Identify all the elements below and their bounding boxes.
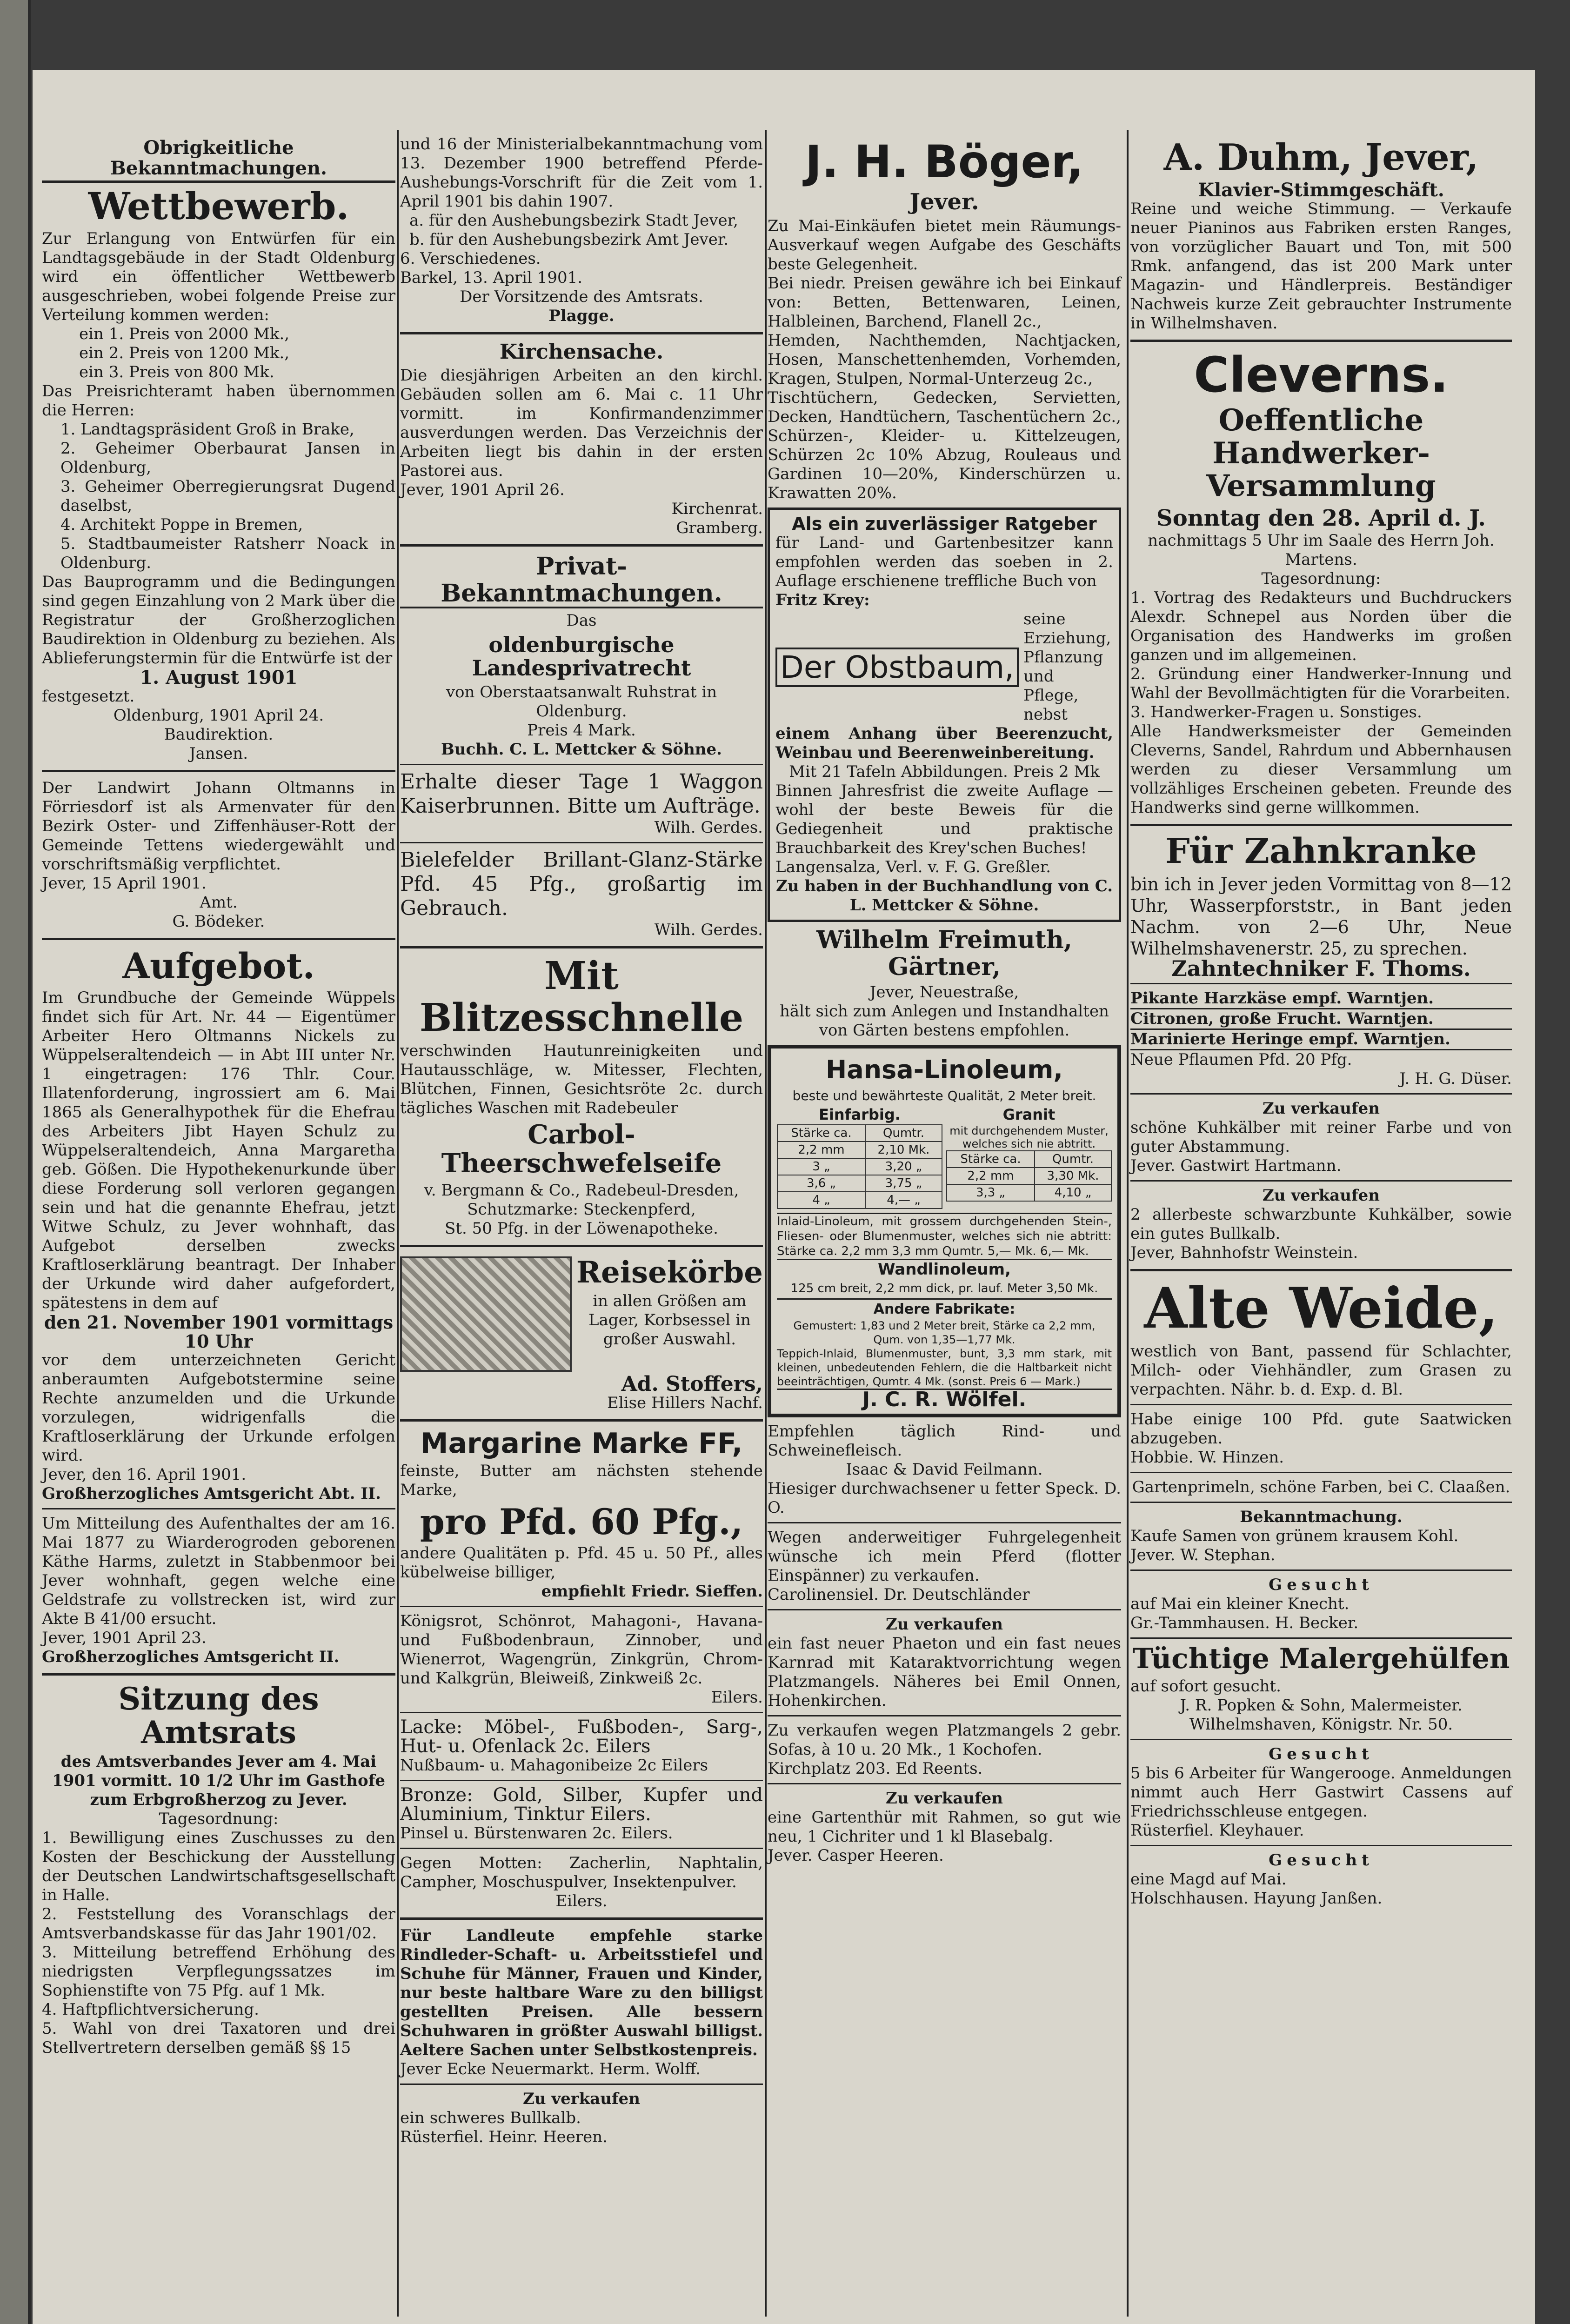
bronze-text: Bronze: Gold, Silber, Kupfer und Aluminium, Tinktur Eilers. [400,1784,763,1825]
hansa-andere: Andere Fabrikate: [777,1298,1112,1319]
margarine-price: pro Pfd. 60 Pfg., [420,1501,743,1543]
cont-sign: Plagge. [548,307,615,325]
maler-sign: J. R. Popken & Sohn, Malermeister. Wilhelmshaven, Königstr. Nr. 50. [1180,1696,1463,1734]
zahn-sign: Zahntechniker F. Thoms. [1171,955,1471,981]
saat-sign: Hobbie. W. Hinzen. [1130,1448,1284,1467]
column-2 [400,135,763,2147]
separator [400,1848,763,1849]
boeger-place: Jever. [909,188,979,215]
pferd-text: Wegen anderweitiger Fuhrgelegenheit wünsche ich mein Pferd (flotter Einspänner) zu verkaufen. [768,1528,1121,1585]
kirchen-place: Jever, 1901 April 26. [400,481,565,500]
armen-sign: G. Bödeker. [172,912,265,931]
ratgeber-title: Als ein zuverlässiger Ratgeber [792,514,1097,534]
section-header-private: Privat-Bekanntmachungen. [400,553,763,608]
table-cell: 2,2 mm [777,1142,865,1158]
pflaumen-text: Neue Pflaumen Pfd. 20 Pfg. [1130,1050,1352,1069]
separator [42,770,395,772]
bekannt-title: Bekanntmachung. [1240,1507,1403,1526]
agenda-item: 5. Wahl von drei Taxatoren und drei Stellvertretern derselben gemäß §§ 15 [42,2019,395,2057]
table-header: Stärke ca. [777,1125,865,1142]
landes-title: oldenburgische Landesprivatrecht [472,632,691,681]
ratgeber-text3: Binnen Jahresfrist die zweite Auflage — wohl der beste Beweis für die Gediegenheit und praktische Brauchbarkeit des Krey'schen Buches! [775,781,1113,858]
magd-sign: Holschhausen. Hayung Janßen. [1130,1889,1383,1908]
fleisch-sign: Isaac & David Feilmann. [846,1460,1043,1479]
table-cell: 2,10 Mk. [865,1142,942,1158]
boeger-text: Zu Mai-Einkäufen bietet mein Räumungs-Ausverkauf wegen Aufgabe des Geschäfts beste Gelegenheit. [768,217,1121,274]
separator [400,544,763,547]
hansa-einfarbig: Einfarbig. [819,1106,901,1124]
table-cell: 3,20 „ [865,1158,942,1175]
landes-price: Preis 4 Mark. [527,721,636,740]
separator [400,842,763,843]
bekannt-sign: Jever. W. Stephan. [1130,1545,1276,1564]
cont-6: 6. Verschiedenes. [400,249,541,268]
separator [768,1783,1121,1784]
wettbewerb-title: Wettbewerb. [88,184,349,228]
ratgeber-pub: Langensalza, Verl. v. F. G. Greßler. [775,858,1051,877]
reise-ad [400,1254,763,1375]
aufgebot-text2: vor dem unterzeichneten Gericht anberaumten Aufgebotstermine seine Rechte anzumelden und die Urkunde vorzulegen, widrigenfalls die Kraftloserklärung der Urkunde erfolgen wird. [42,1350,395,1465]
separator [400,1606,763,1607]
verkaufen2-sign: Kirchplatz 203. Ed Reents. [768,1759,983,1778]
verkaufen3-title: Zu verkaufen [886,1789,1003,1808]
reise-title: Reisekörbe [576,1255,763,1290]
hansa-title: Hansa-Linoleum, [826,1055,1063,1084]
weide-title: Alte Weide, [1144,1275,1498,1341]
boeger-text4: Tischtüchern, Gedecken, Servietten, Decken, Handtüchern, Taschentüchern 2c., Schürzen-, Kleider- u. Kittelzeugen, Schürzen 2c 10% Abzug, Rouleaus und Gardinen 10—20%, Kinderschürzen u. Krawatten 20%. [768,388,1121,503]
maler-title: Tüchtige Malergehülfen [1132,1642,1510,1675]
reise-sign: Ad. Stoffers, [621,1372,763,1396]
separator [400,2084,763,2085]
arbeiter-text: 5 bis 6 Arbeiter für Wangerooge. Anmeldungen nimmt auch Herr Gastwirt Cassens auf Friedrichsschleuse entgegen. [1130,1763,1512,1821]
aufenthalt-authority: Großherzogliches Amtsgericht II. [42,1647,340,1666]
starke-text: Bielefelder Brillant-Glanz-Stärke Pfd. 45 Pfg., großartig im Gebrauch. [400,848,763,920]
kirchen-authority: Kirchenrat. [671,500,763,519]
table-header: Stärke ca. [947,1151,1035,1168]
agenda-item: 4. Haftpflichtversicherung. [42,2000,259,2019]
hansa-wand: Wandlinoleum, [777,1259,1112,1279]
bullkalb-title: Zu verkaufen [523,2090,640,2109]
separator [400,332,763,334]
separator [400,1917,763,1920]
aufgebot-title: Aufgebot. [122,945,315,987]
duhm-title: A. Duhm, Jever, [1163,136,1479,179]
sitzung-title: Sitzung des Amtsrats [118,1680,319,1751]
bullkalb-sign: Rüsterfiel. Heinr. Heeren. [400,2128,608,2147]
wettbewerb-sign: Jansen. [189,744,248,763]
verkaufen2-text: Zu verkaufen wegen Platzmangels 2 gebr. Sofas, à 10 u. 20 Mk., 1 Kochofen. [768,1721,1121,1759]
verkaufen1-title: Zu verkaufen [886,1615,1003,1634]
fleisch-text: Empfehlen täglich Rind- und Schweinefleisch. [768,1422,1121,1460]
farben-sign: Eilers. [711,1688,763,1707]
separator [400,1245,763,1247]
separator [768,1609,1121,1610]
column-rule [1127,130,1129,2317]
kirchen-sign: Gramberg. [676,519,763,538]
agenda-item: 1. Bewilligung eines Zuschusses zu den Kosten der Beschickung der Ausstellung der Deutschen Landwirtschaftsgesellschaft in Halle. [42,1828,395,1904]
table-cell: 4,10 „ [1035,1184,1111,1201]
kirchen-title: Kirchensache. [499,340,664,364]
boeger-text2: Bei niedr. Preisen gewähre ich bei Einkauf von: Betten, Bettenwaren, Leinen, Halbleinen, Barchend, Flanell 2c., [768,274,1121,331]
column-rule [765,130,767,2317]
verkaufen3-text: eine Gartenthür mit Rahmen, so gut wie neu, 1 Cichriter und 1 kl Blasebalg. [768,1808,1121,1846]
column-1 [42,135,395,2057]
agenda-item: 3. Handwerker-Fragen u. Sonstiges. [1130,703,1422,722]
separator [1130,1502,1512,1503]
separator [400,1780,763,1781]
aufgebot-date: den 21. November 1901 vormittags 10 Uhr [44,1311,394,1352]
wettbewerb-body2: festgesetzt. [42,687,135,706]
ratgeber-text: für Land- und Gartenbesitzer kann empfohlen werden das soeben in 2. Auflage erschienene treffliche Buch von [775,534,1113,591]
hansa-andere-text: Gemustert: 1,83 und 2 Meter breit, Stärke ca 2,2 mm, Qum. von 1,35—1,77 Mk. [793,1319,1096,1347]
table-cell: 3,75 „ [865,1175,942,1192]
separator [400,946,763,948]
verkaufen1-text: ein fast neuer Phaeton und ein fast neues Karnrad mit Kataraktvorrichtung wegen Platzmangels. Näheres bei Emil Onnen, Hohenkirchen. [768,1634,1121,1710]
separator [400,764,763,765]
blitz-product: Carbol-Theerschwefelseife [441,1119,722,1179]
blitz-title: Mit Blitzesschnelle [419,953,744,1041]
beize-text: Nußbaum- u. Mahagonibeize 2c Eilers [400,1756,708,1775]
table-cell: 3,3 „ [947,1184,1035,1201]
landes-seller: Buchh. C. L. Mettcker & Söhne. [441,740,722,759]
separator [1130,1845,1512,1846]
separator [1130,1180,1512,1182]
ratgeber-text2: einem Anhang über Beerenzucht, Weinbau und Beerenweinbereitung. [775,724,1113,762]
margarine-sign: empfiehlt Friedr. Sieffen. [541,1582,763,1601]
separator [42,938,395,940]
separator [1130,983,1512,984]
cont-authority: Der Vorsitzende des Amtsrats. [460,287,703,306]
separator [1130,1472,1512,1473]
table-header: Qumtr. [1035,1151,1111,1168]
separator [1130,1269,1512,1271]
separator [42,1508,395,1509]
bekannt-text: Kaufe Samen von grünem krausem Kohl. [1130,1526,1459,1545]
agenda-item: 1. Vortrag des Redakteurs und Buchdruckers Alexdr. Schnepel aus Norden über die Organisation des Handwerks im großen ganzen und im allgemeinen. [1130,588,1512,665]
boeger-text3: Hemden, Nachthemden, Nachtjacken, Hosen, Manschettenhemden, Vorhemden, Kragen, Stulpen, Normal-Unterzeug 2c., [768,331,1121,388]
weide-text: westlich von Bant, passend für Schlachter, Milch- oder Viehhändler, zum Grasen zu verpachten. Nähr. b. d. Exp. d. Bl. [1130,1342,1512,1399]
wettbewerb-intro: Zur Erlangung von Entwürfen für ein Landtagsgebäude in der Stadt Oldenburg wird ein öffentlicher Wettbewerb ausgeschrieben, wobei folgende Preise zur Verteilung kommen werden: [42,229,395,324]
hansa-sub: beste und bewährteste Qualität, 2 Meter breit. [792,1088,1096,1104]
pflaumen-sign: J. H. G. Düser. [1399,1069,1512,1088]
column-rule [397,130,399,2317]
blitz-text: verschwinden Hautunreinigkeiten und Hautausschläge, w. Mitesser, Flechten, Blütchen, Finnen, Gesichtsröte 2c. durch tägliches Waschen mit Radebeuler [400,1042,763,1118]
kaelber2-title: Zu verkaufen [1263,1186,1380,1205]
basket-illustration [400,1256,572,1372]
clevern-date: Sonntag den 28. April d. J. [1156,505,1486,532]
hansa-granit-sub: mit durchgehendem Muster, welches sich nie abtritt. [949,1124,1109,1151]
section-header-official: Obrigkeitliche Bekanntmachungen. [42,138,395,183]
clevern-sub: Oeffentliche Handwerker-Versammlung [1206,403,1436,503]
margarine-text: feinste, Butter am nächsten stehende Marke, [400,1461,763,1499]
farben-text: Königsrot, Schönrot, Mahagoni-, Havana- und Fußbodenbraun, Zinnober, und Wienerrot, Wagengrün, Zinkgrün, Chrom- und Kalkgrün, Bleiweiß, Zinkweiß 2c. [400,1612,763,1688]
saat-text: Habe einige 100 Pfd. gute Saatwicken abzugeben. [1130,1409,1512,1448]
landes-pre: Das [566,611,597,630]
freimuth-place: Jever, Neuestraße, [869,982,1019,1002]
schuhe-sign: Jever Ecke Neuermarkt. Herm. Wolff. [400,2060,701,2079]
jury-item: 2. Geheimer Oberbaurat Jansen in Oldenburg, [60,439,395,477]
aufgebot-authority: Großherzogliches Amtsgericht Abt. II. [42,1484,381,1503]
armen-text: Der Landwirt Johann Oltmanns in Förriesdorf ist als Armenvater für den Bezirk Oster- und Ziffenhäuser-Rott der Gemeinde Tettens wiedergewählt und vorschriftsmäßig verpflichtet. [42,779,395,874]
aufenthalt-text: Um Mitteilung des Aufenthaltes der am 16. Mai 1877 zu Wiarderogroden geborenen Käthe Harms, zuletzt in Stabbenmoor bei Jever wohnhaft, gegen welche eine Geldstrafe zu vollstrecken ist, wird zur Akte B 41/00 ersucht. [42,1514,395,1628]
knecht-text: auf Mai ein kleiner Knecht. [1130,1594,1350,1613]
waggon-text: Erhalte dieser Tage 1 Waggon Kaiserbrunnen. Bitte um Aufträge. [400,769,763,818]
wettbewerb-place: Oldenburg, 1901 April 24. [113,706,324,725]
schuhe-text: Für Landleute empfehle starke Rindleder-Schaft- u. Arbeitsstiefel und Schuhe für Männer, Frauen und Kinder, nur beste haltbare Ware zu den billigst gestellten Preisen. Alle bessern Schuhwaren in größter Auswahl billigst. Aeltere Sachen unter Selbstkostenpreis. [400,1926,763,2060]
blitz-price: St. 50 Pfg. in der Löwenapotheke. [445,1219,718,1238]
separator [1130,824,1512,826]
knecht-sign: Gr.-Tammhausen. H. Becker. [1130,1613,1359,1632]
table-cell: 3,30 Mk. [1035,1168,1111,1184]
prize-2: ein 2. Preis von 1200 Mk., [79,344,290,362]
kuhkaelber-text: schöne Kuhkälber mit reiner Farbe und von guter Abstammung. [1130,1118,1512,1156]
landes-by: von Oberstaatsanwalt Ruhstrat in Oldenburg. [446,682,717,721]
ratgeber-price: Mit 21 Tafeln Abbildungen. Preis 2 Mk [789,762,1100,781]
pinsel-text: Pinsel u. Bürstenwaren 2c. Eilers. [400,1824,673,1843]
knecht-title: Gesucht [1269,1575,1374,1594]
prize-1: ein 1. Preis von 2000 Mk., [79,325,290,343]
prize-3: ein 3. Preis von 800 Mk. [79,363,274,381]
wettbewerb-authority: Baudirektion. [164,725,274,744]
agenda-item: 2. Gründung einer Handwerker-Innung und Wahl der Bevollmächtigten für die Vorarbeiten. [1130,665,1512,703]
cont-b: b. für den Aushebungsbezirk Amt Jever. [409,230,729,249]
clevern-title: Cleverns. [1194,346,1449,403]
separator [768,1715,1121,1716]
aufgebot-text: Im Grundbuche der Gemeinde Wüppels findet sich für Art. Nr. 44 — Eigentümer Arbeiter Hero Oltmanns Nickels zu Wüppelseraltendeich — in Abt III unter Nr. 1 eingetragen: 176 Thlr. Cour. Illatenforderung, ingrossiert am 6. Mai 1865 als Generalhypothek für die Ehefrau des Arbeiters Jibt Hayen Schulz zu Wüppelseraltendeich, Anna Margaretha geb. Gößen. Die Hypothekenurkunde über diese Forderung soll verloren gegangen sein und hat die genannte Ehefrau, jetzt Witwe Schulz, zu Jever wohnhaft, das Aufgebot derselben zwecks Kraftloserklärung beantragt. Der Inhaber der Urkunde wird daher aufgefordert, spätestens in dem auf [42,988,395,1312]
table-cell: 3,6 „ [777,1175,865,1192]
separator [1130,1093,1512,1095]
cont-text: und 16 der Ministerialbekanntmachung vom 13. Dezember 1900 betreffend Pferde-Aushebungs-Vorschrift für die Zeit vom 1. April 1901 bis dahin 1907. [400,135,763,211]
duhm-text: Reine und weiche Stimmung. — Verkaufe neuer Pianinos aus Fabriken ersten Ranges, von vorzüglicher Bauart und Ton, mit 500 Rmk. anfangend, das ist 200 Mark unter Magazin- und Händlerpreis. Beständiger Nachweis kurze Zeit gebrauchter Instrumente in Wilhelmshaven. [1130,199,1512,333]
separator [1130,1739,1512,1740]
separator [768,1522,1121,1523]
ratgeber-book: Der Obstbaum, [775,648,1019,687]
hansa-teppich: Teppich-Inlaid, Blumenmuster, bunt, 3,3 mm stark, mit kleinen, unbedeutenden Fehlern, die die Haltbarkeit nicht beeinträchtigen, Qumtr. 4 Mk. (sonst. Preis 6 — Mark.) [777,1347,1112,1389]
margarine-title: Margarine Marke FF, [420,1427,743,1460]
clevern-text: Alle Handwerksmeister der Gemeinden Cleverns, Sandel, Rahrdum und Abbernhausen werden zu dieser Versammlung um vollzähliges Erscheinen gebeten. Freunde des Handwerks sind gerne willkommen. [1130,722,1512,817]
boeger-title: J. H. Böger, [805,136,1084,188]
speck-text: Hiesiger durchwachsener u fetter Speck. D. O. [768,1479,1121,1517]
table-cell: 3 „ [777,1158,865,1175]
aufenthalt-place: Jever, 1901 April 23. [42,1628,207,1647]
bullkalb-text: ein schweres Bullkalb. [400,2109,581,2128]
ratgeber-author: Fritz Krey: [775,591,870,610]
arbeiter-title: Gesucht [1269,1744,1374,1763]
aufgebot-place: Jever, den 16. April 1901. [42,1465,247,1484]
table-cell: 2,2 mm [947,1168,1035,1184]
lacke-text: Lacke: Möbel-, Fußboden-, Sarg-, Hut- u. Ofenlack 2c. Eilers [400,1716,763,1757]
hansa-box [768,1045,1121,1417]
maler-text: auf sofort gesucht. [1130,1676,1281,1696]
cont-place: Barkel, 13. April 1901. [400,268,583,287]
magd-text: eine Magd auf Mai. [1130,1870,1287,1889]
separator [1130,1637,1512,1639]
ratgeber-seller: Zu haben in der Buchhandlung von C. L. Mettcker & Söhne. [775,877,1113,915]
starke-sign: Wilh. Gerdes. [654,920,763,939]
waggon-sign: Wilh. Gerdes. [654,818,763,837]
armen-authority: Amt. [200,893,238,912]
duhm-sub: Klavier-Stimmgeschäft. [1198,179,1444,201]
warntjen-ad: Marinierte Heringe empf. Warntjen. [1130,1030,1512,1050]
separator [1130,340,1512,342]
zahn-text: bin ich in Jever jeden Vormittag von 8—12 Uhr, Wasserpforststr., in Bant jeden Nachm. von 2—6 Uhr, Neue Wilhelmshavenerstr. 25, zu sprechen. [1130,874,1512,959]
freimuth-text: hält sich zum Anlegen und Instandhalten von Gärten bestens empfohlen. [780,1002,1109,1040]
hansa-inlaid: Inlaid-Linoleum, mit grossem durchgehenden Stein-, Fliesen- oder Blumenmuster, welches sich nie abtritt: Stärke ca. 2,2 mm 3,3 mm Qumtr. 5,— Mk. 6,— Mk. [777,1213,1112,1259]
granit-table [946,1150,1112,1202]
table-cell: 4 „ [777,1192,865,1209]
ratgeber-box [768,508,1121,922]
hansa-sign: J. C. R. Wölfel. [777,1389,1112,1409]
column-3 [768,135,1121,1865]
separator [400,1712,763,1713]
einfarbig-table [777,1124,942,1209]
motten-text: Gegen Motten: Zacherlin, Naphtalin, Campher, Moschuspulver, Insektenpulver. [400,1854,763,1892]
garten-text: Gartenprimeln, schöne Farben, bei C. Claaßen. [1132,1477,1510,1496]
hansa-wand-sub: 125 cm breit, 2,2 mm dick, pr. lauf. Meter 3,50 Mk. [790,1282,1098,1296]
freimuth-title: Wilhelm Freimuth, Gärtner, [816,926,1072,981]
kuhkaelber-sign: Jever. Gastwirt Hartmann. [1130,1156,1342,1175]
zahn-title: Für Zahnkranke [1165,831,1477,872]
warntjen-ad: Pikante Harzkäse empf. Warntjen. [1130,989,1512,1009]
cont-a: a. für den Aushebungsbezirk Stadt Jever, [409,211,738,230]
binding-spine [0,0,31,2324]
agenda-item: 2. Feststellung des Voranschlags der Amtsverbandskasse für das Jahr 1901/02. [42,1904,395,1943]
wettbewerb-body: Das Bauprogramm und die Bedingungen sind gegen Einzahlung von 2 Mark über die Registratur der Großherzoglichen Baudirektion in Oldenburg zu beziehen. Als Ablieferungstermin für die Entwürfe ist der [42,573,395,668]
jury-item: 1. Landtagspräsident Groß in Brake, [60,420,354,439]
armen-place: Jever, 15 April 1901. [42,874,207,893]
pferd-sign: Carolinensiel. Dr. Deutschländer [768,1585,1030,1604]
jury-item: 5. Stadtbaumeister Ratsherr Noack in Oldenburg. [60,534,395,572]
separator [400,1419,763,1422]
warntjen-ad: Citronen, große Frucht. Warntjen. [1130,1009,1512,1030]
reise-sub: Elise Hillers Nachf. [607,1393,763,1412]
verkaufen3-sign: Jever. Casper Heeren. [768,1846,944,1865]
jury-item: 4. Architekt Poppe in Bremen, [60,515,303,534]
reise-text: in allen Größen am Lager, Korbsessel in großer Auswahl. [588,1291,751,1349]
agenda-item: 3. Mitteilung betreffend Erhöhung des niedrigsten Verpflegungssatzes im Sophienstifte von 75 Pfg. auf 1 Mk. [42,1943,395,2000]
magd-title: Gesucht [1269,1850,1374,1870]
separator [1130,1404,1512,1405]
newspaper-page [33,70,1535,2324]
separator [1130,1569,1512,1571]
kaelber2-text: 2 allerbeste schwarzbunte Kuhkälber, sowie ein gutes Bullkalb. [1130,1205,1512,1243]
separator [42,1673,395,1676]
table-cell: 4,— „ [865,1192,942,1209]
clevern-agenda-title: Tagesordnung: [1261,569,1381,588]
jury-item: 3. Geheimer Oberregierungsrat Dugend daselbst, [60,477,395,515]
kuhkaelber-title: Zu verkaufen [1263,1099,1380,1118]
kirchen-text: Die diesjährigen Arbeiten an den kirchl. Gebäuden sollen am 6. Mai c. 11 Uhr vormitt. im Konfirmandenzimmer ausverdungen werden. Das Verzeichnis der Arbeiten liegt bis dahin in der ersten Pastorei aus. [400,366,763,481]
jury-intro: Das Preisrichteramt haben übernommen die Herren: [42,382,395,420]
motten-sign: Eilers. [555,1892,608,1911]
blitz-maker: v. Bergmann & Co., Radebeul-Dresden, Schutzmarke: Steckenpferd, [424,1181,739,1219]
kaelber2-sign: Jever, Bahnhofstr Weinstein. [1130,1243,1358,1262]
column-4 [1130,135,1512,1908]
clevern-time: nachmittags 5 Uhr im Saale des Herrn Joh. Martens. [1148,531,1495,569]
sitzung-agenda-title: Tagesordnung: [159,1809,279,1828]
wettbewerb-date: 1. August 1901 [140,667,298,688]
sitzung-sub: des Amtsverbandes Jever am 4. Mai 1901 vormitt. 10 1/2 Uhr im Gasthofe zum Erbgroßherzog zu Jever. [52,1752,385,1809]
table-header: Qumtr. [865,1125,942,1142]
margarine-text2: andere Qualitäten p. Pfd. 45 u. 50 Pf., alles kübelweise billiger, [400,1544,763,1582]
arbeiter-sign: Rüsterfiel. Kleyhauer. [1130,1821,1304,1840]
hansa-granit: Granit [1002,1106,1056,1124]
ratgeber-book-sub: seine Erziehung, Pflanzung und Pflege, nebst [1023,610,1111,724]
